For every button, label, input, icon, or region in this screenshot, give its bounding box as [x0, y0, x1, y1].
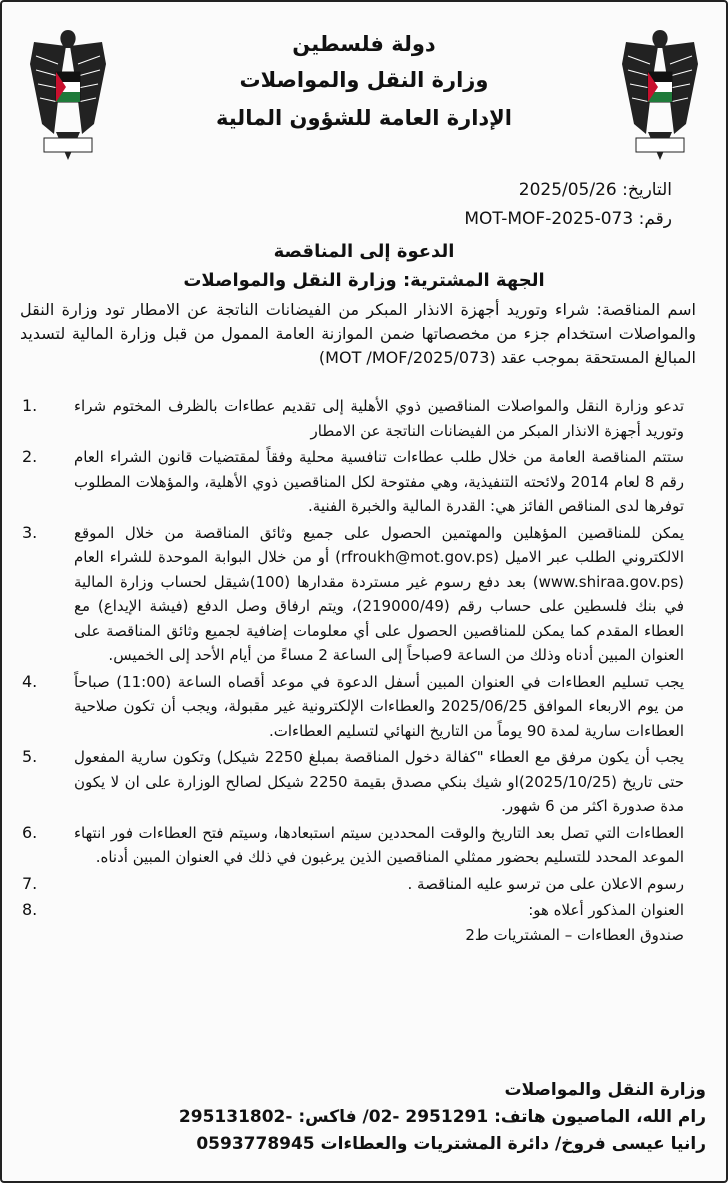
list-item — [16, 821, 702, 870]
department-name: الإدارة العامة للشؤون المالية — [216, 106, 512, 130]
item-number: 4. — [22, 671, 38, 691]
item-text: العنوان المذكور أعلاه هو: — [528, 901, 684, 919]
invitation-title: الدعوة إلى المناقصة — [273, 241, 455, 262]
item-text: تدعو وزارة النقل والمواصلات المناقصين ذوي الأهلية إلى تقديم عطاءات بالظرف المختوم شراء وتوريد أجهزة الانذار المبكر من الفيضانات الناتجة عن الامطار — [74, 397, 684, 440]
footer-contact-line: رام الله، الماصيون هاتف: 2951291 -02/ فاكس: -295131802 — [178, 1107, 706, 1127]
reference-label: رقم: — [638, 209, 672, 229]
list-item — [16, 445, 702, 519]
date-label: التاريخ: — [622, 180, 672, 200]
tender-conditions-list — [16, 394, 702, 949]
item-number: 5. — [22, 747, 38, 766]
reference-value: MOT-MOF-2025-073 — [464, 209, 634, 229]
item-number: 7. — [22, 873, 38, 893]
item-text: يجب أن يكون مرفق مع العطاء "كفالة دخول المناقصة بمبلغ 2250 شيكل) وتكون سارية المفعول حتى تاريخ (2025/10/25)او شيك بنكي مصدق بقيمة 2250 شيكل لصالح الوزارة على ان لا يكون مدة صدورة اكثر من 6 شهور. — [74, 748, 684, 815]
date-line — [519, 180, 672, 200]
tender-box-address: صندوق العطاءات – المشتريات ط2 — [465, 925, 684, 944]
item-number: 2. — [22, 447, 38, 466]
item-number: 8. — [22, 900, 38, 919]
item-text: يجب تسليم العطاءات في العنوان المبين أسفل الدعوة في موعد أقصاه الساعة (11:00) صباحاً من يوم الاربعاء الموافق 2025/06/25 والعطاءات الإلكترونية غير مقبولة، ويجب أن تكون صلاحية العطاءات سارية لمدة 90 يوماً من التاريخ النهائي لتسليم العطاءات. — [74, 672, 684, 740]
item-number: 6. — [22, 822, 38, 842]
list-item — [16, 898, 702, 947]
reference-line — [464, 209, 672, 229]
item-text: العطاءات التي تصل بعد التاريخ والوقت المحددين سيتم استبعادها، وسيتم فتح العطاءات فور انتهاء الموعد المحدد للتسليم بحضور ممثلي المناقصين الذين يرغبون في ذلك في العنوان المبين أدناه. — [74, 823, 684, 866]
item-text: ستتم المناقصة العامة من خلال طلب عطاءات تنافسية محلية وفقاً لمقتضيات قانون الشراء العام رقم 8 لعام 2014 ولائحته التنفيذية، وهي مفتوحة لكل المناقصين ذوي الأهلية، والمؤهلات المطلوب توفرها لدى المناقص الفائز هي: القدرة المالية والخبرة الفنية. — [74, 448, 685, 515]
tender-intro: اسم المناقصة: شراء وتوريد أجهزة الانذار المبكر من الفيضانات الناتجة عن الامطار تود وزارة النقل والمواصلات استخدام جزء من مخصصاتها ضمن الموازنة العامة الممول من قبل وزارة المالية لتسديد المبالغ المستحقة بموجب عقد (MOT /MOF/2025/073) — [20, 300, 696, 367]
buyer-line: الجهة المشترية: وزارة النقل والمواصلات — [183, 270, 545, 291]
date-value: 2025/05/26 — [518, 180, 617, 200]
state-name: دولة فلسطين — [292, 32, 436, 56]
footer-org: وزارة النقل والمواصلات — [504, 1080, 706, 1100]
list-item — [16, 745, 702, 819]
footer-contact — [22, 1077, 706, 1158]
list-item — [16, 521, 702, 668]
list-item — [16, 872, 702, 897]
footer-person: رانيا عيسى فروخ/ دائرة المشتريات والعطاءات 0593778945 — [196, 1134, 706, 1154]
item-number: 1. — [22, 396, 38, 415]
ministry-name: وزارة النقل والمواصلات — [239, 68, 489, 92]
list-item — [16, 670, 702, 744]
item-text: يمكن للمناقصين المؤهلين والمهتمين الحصول على جميع وثائق المناقصة من خلال الموقع الالكتروني الطلب عبر الاميل (rfroukh@mot.gov.ps) أو من خلال البوابة الموحدة للشراء العام (www.shiraa.gov.ps) بعد دفع رسوم غير مستردة مقدارها (100)شيقل لحساب وزارة المالية في بنك فلسطين على حساب رقم (219000/49)، ويتم ارفاق وصل الدفع (فيشة الإيداع) مع العطاء المقدم كما يمكن للمناقصين الحصول على أي معلومات إضافية لجميع وثائق المناقصة على العنوان المبين أدناه وذلك من الساعة 9صباحاً إلى الساعة 2 مساءً من أيام الأحد إلى الخميس. — [74, 523, 684, 664]
list-item — [16, 394, 702, 443]
item-number: 3. — [22, 522, 38, 542]
item-text: رسوم الاعلان على من ترسو عليه المناقصة . — [407, 874, 684, 893]
